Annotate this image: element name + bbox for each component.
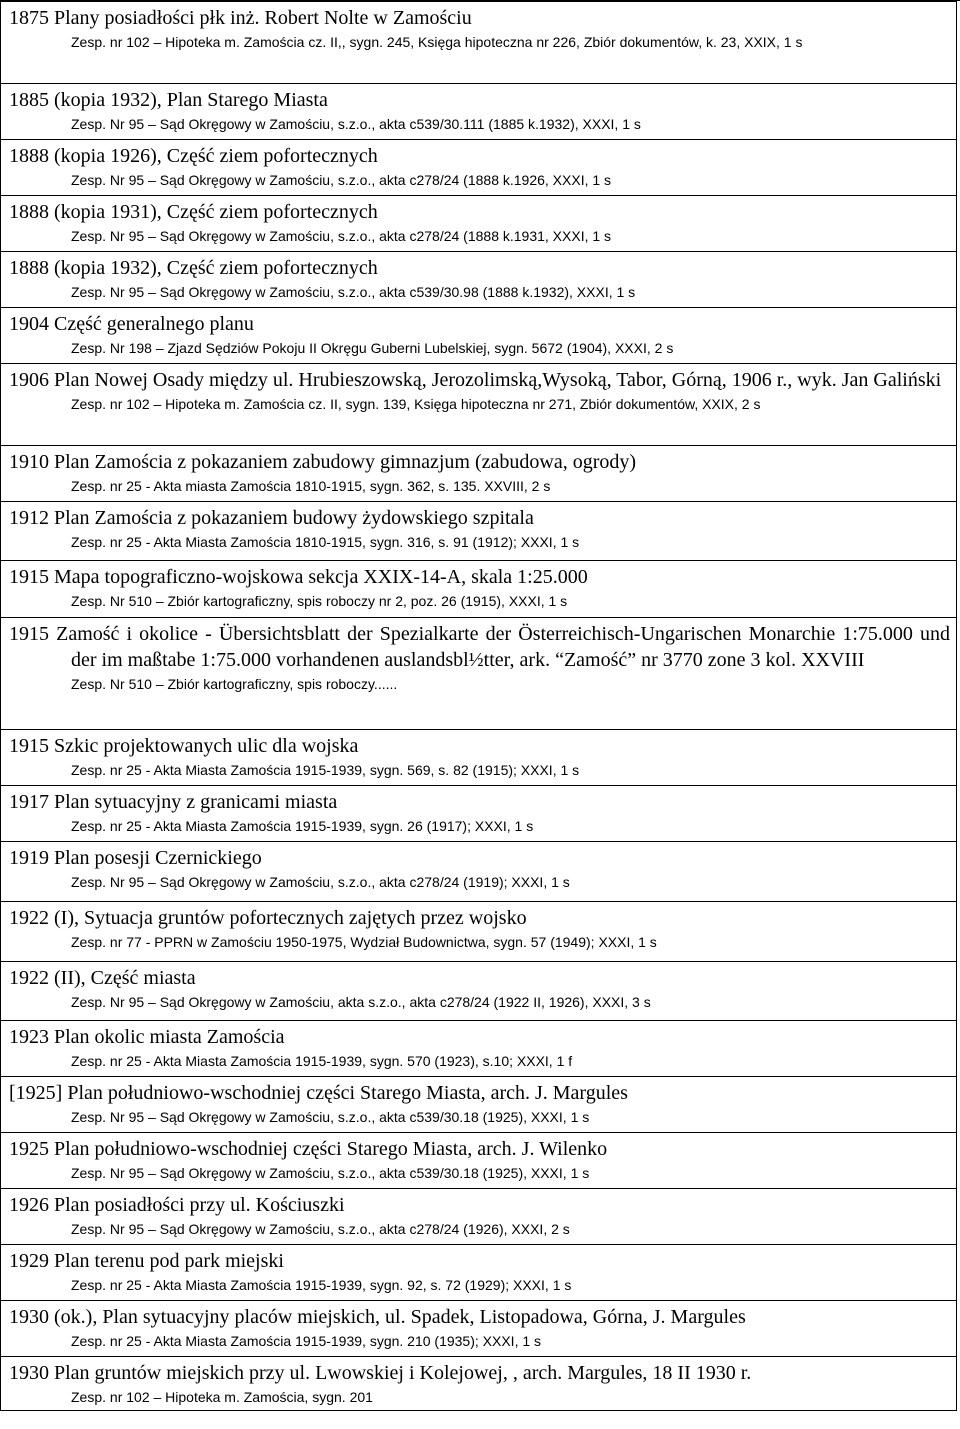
entry-reference: Zesp. nr 102 – Hipoteka m. Zamościa, sygn. 201: [71, 1389, 373, 1405]
catalog-row: [1, 1133, 957, 1189]
entry-title: 1904 Część generalnego planu: [9, 313, 254, 335]
catalog-row: [1, 618, 957, 730]
catalog-row: [1, 502, 957, 561]
catalog-row: [1, 446, 957, 502]
entry-reference: Zesp. Nr 95 – Sąd Okręgowy w Zamościu, akta s.z.o., akta c278/24 (1922 II, 1926), XXXI, 3 s: [71, 994, 651, 1010]
entry-title: 1912 Plan Zamościa z pokazaniem budowy żydowskiego szpitala: [9, 507, 534, 529]
catalog-row: [1, 1301, 957, 1357]
entry-title: 1910 Plan Zamościa z pokazaniem zabudowy gimnazjum (zabudowa, ogrody): [9, 451, 637, 473]
entry-title: 1923 Plan okolic miasta Zamościa: [9, 1026, 285, 1048]
entry-reference: Zesp. Nr 95 – Sąd Okręgowy w Zamościu, s.z.o., akta c278/24 (1926), XXXI, 2 s: [71, 1221, 570, 1237]
entry-reference: Zesp. nr 25 - Akta miasta Zamościa 1810-1915, sygn. 362, s. 135. XXVIII, 2 s: [71, 478, 551, 494]
entry-reference: Zesp. nr 25 - Akta Miasta Zamościa 1915-1939, sygn. 210 (1935); XXXI, 1 s: [71, 1333, 542, 1349]
entry-reference: Zesp. Nr 198 – Zjazd Sędziów Pokoju II Okręgu Guberni Lubelskiej, sygn. 5672 (1904), XXXI, 2 s: [71, 340, 674, 356]
entry-title: 1875 Plany posiadłości płk inż. Robert Nolte w Zamościu: [9, 7, 472, 29]
map-catalog-table: [0, 1, 957, 1411]
entry-title: 1917 Plan sytuacyjny z granicami miasta: [9, 791, 338, 813]
entry-reference: Zesp. nr 25 - Akta Miasta Zamościa 1915-1939, sygn. 570 (1923), s.10; XXXI, 1 f: [71, 1053, 573, 1069]
entry-title: 1888 (kopia 1931), Część ziem pofortecznych: [9, 201, 378, 223]
entry-reference: Zesp. nr 77 - PPRN w Zamościu 1950-1975, Wydział Budownictwa, sygn. 57 (1949); XXXI, 1 s: [71, 934, 657, 950]
entry-reference: Zesp. Nr 510 – Zbiór kartograficzny, spis roboczy nr 2, poz. 26 (1915), XXXI, 1 s: [71, 593, 568, 609]
entry-title-text: 1915 Zamość i okolice - Übersichtsblatt der Spezialkarte der Österreichisch-Ungarischen Monarchie 1:75.000 und der im maßtabe 1:75.000 vorhandenen auslandsbl½tter, ark. “Zamość” nr 3770 zone 3 kol. XXVIII: [9, 623, 950, 671]
catalog-row: [1, 730, 957, 786]
catalog-row: [1, 196, 957, 252]
catalog-row: [1, 561, 957, 618]
entry-title: 1929 Plan terenu pod park miejski: [9, 1250, 284, 1272]
catalog-row: [1, 902, 957, 962]
entry-title: [9, 621, 950, 673]
entry-reference: Zesp. nr 25 - Akta Miasta Zamościa 1810-1915, sygn. 316, s. 91 (1912); XXXI, 1 s: [71, 534, 580, 550]
entry-reference: Zesp. Nr 95 – Sąd Okręgowy w Zamościu, s.z.o., akta c278/24 (1888 k.1931, XXXI, 1 s: [71, 228, 612, 244]
entry-title: 1930 (ok.), Plan sytuacyjny placów miejskich, ul. Spadek, Listopadowa, Górna, J. Margules: [9, 1306, 746, 1328]
entry-title: 1922 (II), Część miasta: [9, 967, 196, 989]
entry-reference: Zesp. nr 102 – Hipoteka m. Zamościa cz. II,, sygn. 245, Księga hipoteczna nr 226, Zbiór dokumentów, k. 23, XXIX, 1 s: [71, 34, 803, 50]
entry-title: 1926 Plan posiadłości przy ul. Kościuszki: [9, 1194, 345, 1216]
entry-reference: Zesp. Nr 95 – Sąd Okręgowy w Zamościu, s.z.o., akta c539/30.111 (1885 k.1932), XXXI, 1 s: [71, 116, 641, 132]
catalog-row: [1, 962, 957, 1021]
catalog-row: [1, 2, 957, 84]
entry-reference: Zesp. Nr 95 – Sąd Okręgowy w Zamościu, s.z.o., akta c278/24 (1919); XXXI, 1 s: [71, 874, 570, 890]
entry-title: 1930 Plan gruntów miejskich przy ul. Lwowskiej i Kolejowej, , arch. Margules, 18 II 1930 r.: [9, 1362, 752, 1384]
entry-reference: Zesp. Nr 95 – Sąd Okręgowy w Zamościu, s.z.o., akta c278/24 (1888 k.1926, XXXI, 1 s: [71, 172, 612, 188]
entry-reference: Zesp. nr 25 - Akta Miasta Zamościa 1915-1939, sygn. 569, s. 82 (1915); XXXI, 1 s: [71, 762, 580, 778]
entry-title: 1885 (kopia 1932), Plan Starego Miasta: [9, 89, 328, 111]
catalog-row: [1, 1245, 957, 1301]
entry-title: 1925 Plan południowo-wschodniej części Starego Miasta, arch. J. Wilenko: [9, 1138, 608, 1160]
entry-reference: Zesp. Nr 95 – Sąd Okręgowy w Zamościu, s.z.o., akta c539/30.98 (1888 k.1932), XXXI, 1 s: [71, 284, 636, 300]
entry-reference: Zesp. nr 25 - Akta Miasta Zamościa 1915-1939, sygn. 26 (1917); XXXI, 1 s: [71, 818, 534, 834]
entry-title: [1925] Plan południowo-wschodniej części Starego Miasta, arch. J. Margules: [9, 1082, 628, 1104]
catalog-row: [1, 1021, 957, 1077]
catalog-row: [1, 84, 957, 140]
catalog-row: [1, 1077, 957, 1133]
catalog-row: [1, 1189, 957, 1245]
catalog-row: [1, 842, 957, 902]
entry-title: 1915 Mapa topograficzno-wojskowa sekcja XXIX-14-A, skala 1:25.000: [9, 566, 588, 588]
catalog-row: [1, 364, 957, 446]
entry-reference: Zesp. nr 25 - Akta Miasta Zamościa 1915-1939, sygn. 92, s. 72 (1929); XXXI, 1 s: [71, 1277, 572, 1293]
entry-title: 1888 (kopia 1926), Część ziem pofortecznych: [9, 145, 378, 167]
entry-reference: Zesp. Nr 510 – Zbiór kartograficzny, spis roboczy......: [71, 676, 398, 692]
entry-title: 1922 (I), Sytuacja gruntów pofortecznych zajętych przez wojsko: [9, 907, 527, 929]
entry-title: 1915 Szkic projektowanych ulic dla wojska: [9, 735, 359, 757]
catalog-row: [1, 1357, 957, 1411]
entry-title: [9, 367, 950, 393]
catalog-row: [1, 786, 957, 842]
catalog-row: [1, 140, 957, 196]
catalog-row: [1, 308, 957, 364]
entry-reference: Zesp. Nr 95 – Sąd Okręgowy w Zamościu, s.z.o., akta c539/30.18 (1925), XXXI, 1 s: [71, 1109, 590, 1125]
catalog-row: [1, 252, 957, 308]
entry-reference: Zesp. Nr 95 – Sąd Okręgowy w Zamościu, s.z.o., akta c539/30.18 (1925), XXXI, 1 s: [71, 1165, 590, 1181]
entry-title: 1888 (kopia 1932), Część ziem pofortecznych: [9, 257, 378, 279]
entry-title: 1919 Plan posesji Czernickiego: [9, 847, 262, 869]
entry-reference: Zesp. nr 102 – Hipoteka m. Zamościa cz. II, sygn. 139, Księga hipoteczna nr 271, Zbiór dokumentów, XXIX, 2 s: [71, 396, 761, 412]
entry-title-text: 1906 Plan Nowej Osady między ul. Hrubieszowską, Jerozolimską,Wysoką, Tabor, Górną, 1906 r., wyk. Jan Galiński: [9, 369, 942, 391]
